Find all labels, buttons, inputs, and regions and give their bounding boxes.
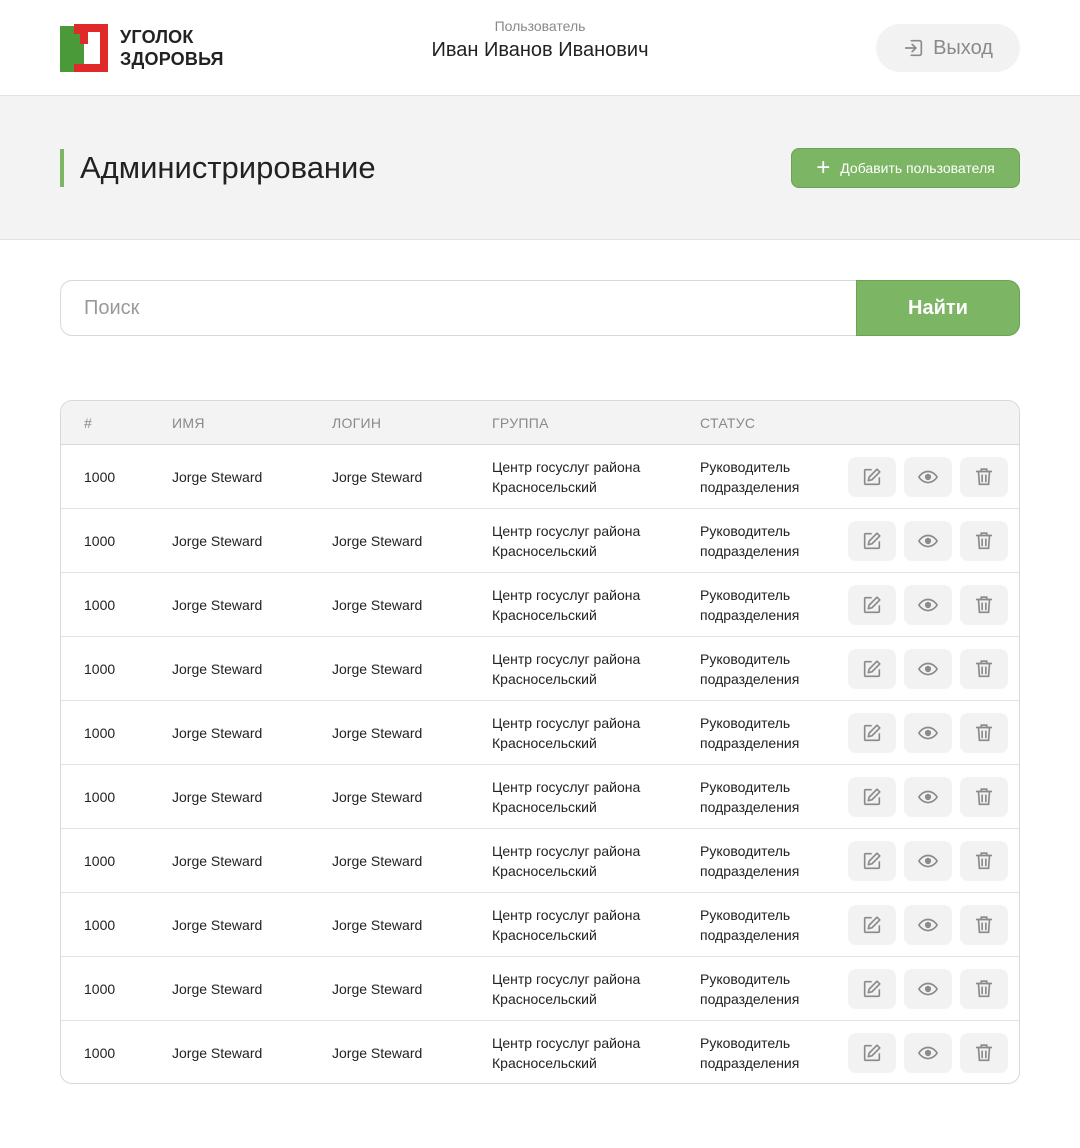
row-group bbox=[492, 829, 692, 892]
row-group-line-2: Красносельский bbox=[492, 990, 597, 1007]
table-header bbox=[61, 401, 1019, 445]
row-actions bbox=[848, 521, 1008, 561]
column-header-login: ЛОГИН bbox=[332, 415, 382, 431]
edit-button[interactable] bbox=[848, 713, 896, 753]
delete-button[interactable] bbox=[960, 905, 1008, 945]
row-group-line-2: Красносельский bbox=[492, 926, 597, 943]
row-status-line-1: Руководитель bbox=[700, 714, 791, 731]
row-login: Jorge Steward bbox=[332, 916, 423, 933]
brand-line-1: УГОЛОК bbox=[120, 27, 194, 47]
edit-icon bbox=[861, 1042, 883, 1064]
user-caption: Пользователь bbox=[494, 18, 586, 34]
row-status-line-1: Руководитель bbox=[700, 650, 791, 667]
row-status bbox=[700, 445, 840, 508]
row-name: Jorge Steward bbox=[172, 724, 263, 741]
row-login: Jorge Steward bbox=[332, 852, 423, 869]
row-name: Jorge Steward bbox=[172, 468, 263, 485]
row-number: 1000 bbox=[84, 1044, 116, 1061]
row-group bbox=[492, 765, 692, 828]
row-status-line-1: Руководитель bbox=[700, 522, 791, 539]
row-status-line-2: подразделения bbox=[700, 542, 800, 559]
row-actions bbox=[848, 841, 1008, 881]
row-actions bbox=[848, 777, 1008, 817]
edit-icon bbox=[861, 658, 883, 680]
row-status-line-2: подразделения bbox=[700, 478, 800, 495]
trash-icon bbox=[973, 1042, 995, 1064]
row-status-line-2: подразделения bbox=[700, 606, 800, 623]
row-number: 1000 bbox=[84, 468, 116, 485]
row-name: Jorge Steward bbox=[172, 532, 263, 549]
row-number: 1000 bbox=[84, 596, 116, 613]
row-name: Jorge Steward bbox=[172, 1044, 263, 1061]
eye-icon bbox=[917, 658, 939, 680]
row-actions bbox=[848, 457, 1008, 497]
row-number: 1000 bbox=[84, 532, 116, 549]
row-group-line-1: Центр госуслуг района bbox=[492, 842, 641, 859]
row-status-line-1: Руководитель bbox=[700, 586, 791, 603]
delete-button[interactable] bbox=[960, 457, 1008, 497]
row-group bbox=[492, 509, 692, 572]
table-row bbox=[61, 509, 1019, 573]
row-status-line-2: подразделения bbox=[700, 990, 800, 1007]
row-group bbox=[492, 637, 692, 700]
delete-button[interactable] bbox=[960, 969, 1008, 1009]
eye-icon bbox=[917, 594, 939, 616]
row-number: 1000 bbox=[84, 980, 116, 997]
title-accent-bar bbox=[60, 149, 64, 187]
row-status bbox=[700, 765, 840, 828]
row-name: Jorge Steward bbox=[172, 660, 263, 677]
row-group bbox=[492, 1021, 692, 1084]
edit-icon bbox=[861, 594, 883, 616]
row-status-line-2: подразделения bbox=[700, 734, 800, 751]
add-user-label: Добавить пользователя bbox=[840, 160, 995, 176]
eye-icon bbox=[917, 786, 939, 808]
column-header-status: СТАТУС bbox=[700, 415, 756, 431]
row-group-line-1: Центр госуслуг района bbox=[492, 650, 641, 667]
eye-icon bbox=[917, 466, 939, 488]
table-row bbox=[61, 829, 1019, 893]
view-button[interactable] bbox=[904, 649, 952, 689]
row-name: Jorge Steward bbox=[172, 852, 263, 869]
row-name: Jorge Steward bbox=[172, 916, 263, 933]
row-login: Jorge Steward bbox=[332, 724, 423, 741]
delete-button[interactable] bbox=[960, 713, 1008, 753]
row-status bbox=[700, 637, 840, 700]
edit-button[interactable] bbox=[848, 1033, 896, 1073]
brand-line-2: ЗДОРОВЬЯ bbox=[120, 49, 224, 69]
view-button[interactable] bbox=[904, 841, 952, 881]
view-button[interactable] bbox=[904, 585, 952, 625]
row-group-line-2: Красносельский bbox=[492, 798, 597, 815]
view-button[interactable] bbox=[904, 777, 952, 817]
row-actions bbox=[848, 713, 1008, 753]
eye-icon bbox=[917, 530, 939, 552]
row-group-line-2: Красносельский bbox=[492, 606, 597, 623]
table-row bbox=[61, 765, 1019, 829]
row-number: 1000 bbox=[84, 724, 116, 741]
delete-button[interactable] bbox=[960, 1033, 1008, 1073]
delete-button[interactable] bbox=[960, 521, 1008, 561]
row-status-line-1: Руководитель bbox=[700, 970, 791, 987]
users-table bbox=[60, 400, 1020, 1084]
row-login: Jorge Steward bbox=[332, 532, 423, 549]
row-status bbox=[700, 829, 840, 892]
row-login: Jorge Steward bbox=[332, 788, 423, 805]
edit-icon bbox=[861, 786, 883, 808]
row-actions bbox=[848, 649, 1008, 689]
row-status-line-2: подразделения bbox=[700, 926, 800, 943]
table-row bbox=[61, 445, 1019, 509]
eye-icon bbox=[917, 850, 939, 872]
view-button[interactable] bbox=[904, 1033, 952, 1073]
trash-icon bbox=[973, 658, 995, 680]
edit-icon bbox=[861, 978, 883, 1000]
row-status-line-2: подразделения bbox=[700, 670, 800, 687]
page-title: Администрирование bbox=[80, 150, 376, 185]
row-group-line-2: Красносельский bbox=[492, 670, 597, 687]
row-actions bbox=[848, 905, 1008, 945]
edit-button[interactable] bbox=[848, 585, 896, 625]
edit-button[interactable] bbox=[848, 521, 896, 561]
row-status bbox=[700, 957, 840, 1020]
row-status-line-1: Руководитель bbox=[700, 906, 791, 923]
row-actions bbox=[848, 1033, 1008, 1073]
row-status bbox=[700, 573, 840, 636]
row-status bbox=[700, 893, 840, 956]
column-header-name: ИМЯ bbox=[172, 415, 205, 431]
eye-icon bbox=[917, 722, 939, 744]
logout-icon bbox=[903, 37, 925, 59]
plus-icon: + bbox=[816, 154, 831, 181]
row-status bbox=[700, 1021, 840, 1084]
search-bar bbox=[60, 280, 1020, 336]
edit-icon bbox=[861, 722, 883, 744]
view-button[interactable] bbox=[904, 457, 952, 497]
delete-button[interactable] bbox=[960, 777, 1008, 817]
edit-button[interactable] bbox=[848, 905, 896, 945]
row-actions bbox=[848, 585, 1008, 625]
edit-button[interactable] bbox=[848, 649, 896, 689]
table-row bbox=[61, 893, 1019, 957]
table-row bbox=[61, 701, 1019, 765]
edit-button[interactable] bbox=[848, 841, 896, 881]
row-status-line-1: Руководитель bbox=[700, 458, 791, 475]
user-name: Иван Иванов Иванович bbox=[431, 39, 649, 61]
delete-button[interactable] bbox=[960, 585, 1008, 625]
search-input[interactable] bbox=[60, 280, 860, 336]
table-row bbox=[61, 637, 1019, 701]
edit-button[interactable] bbox=[848, 969, 896, 1009]
row-group bbox=[492, 957, 692, 1020]
row-status-line-2: подразделения bbox=[700, 798, 800, 815]
edit-icon bbox=[861, 530, 883, 552]
add-user-button[interactable] bbox=[791, 148, 1020, 188]
row-status-line-2: подразделения bbox=[700, 862, 800, 879]
row-login: Jorge Steward bbox=[332, 1044, 423, 1061]
row-number: 1000 bbox=[84, 916, 116, 933]
row-group-line-1: Центр госуслуг района bbox=[492, 906, 641, 923]
row-name: Jorge Steward bbox=[172, 596, 263, 613]
row-login: Jorge Steward bbox=[332, 660, 423, 677]
row-group-line-1: Центр госуслуг района bbox=[492, 458, 641, 475]
delete-button[interactable] bbox=[960, 841, 1008, 881]
row-group-line-2: Красносельский bbox=[492, 862, 597, 879]
row-status-line-1: Руководитель bbox=[700, 842, 791, 859]
edit-icon bbox=[861, 850, 883, 872]
view-button[interactable] bbox=[904, 969, 952, 1009]
row-name: Jorge Steward bbox=[172, 788, 263, 805]
column-header-number: # bbox=[84, 415, 93, 431]
row-status bbox=[700, 701, 840, 764]
table-row bbox=[61, 573, 1019, 637]
eye-icon bbox=[917, 914, 939, 936]
trash-icon bbox=[973, 978, 995, 1000]
row-name: Jorge Steward bbox=[172, 980, 263, 997]
row-group bbox=[492, 445, 692, 508]
brand-name bbox=[120, 26, 224, 70]
row-group bbox=[492, 701, 692, 764]
row-group bbox=[492, 893, 692, 956]
row-number: 1000 bbox=[84, 660, 116, 677]
view-button[interactable] bbox=[904, 713, 952, 753]
trash-icon bbox=[973, 530, 995, 552]
table-row bbox=[61, 957, 1019, 1021]
row-group bbox=[492, 573, 692, 636]
app-header bbox=[0, 0, 1080, 96]
delete-button[interactable] bbox=[960, 649, 1008, 689]
row-number: 1000 bbox=[84, 852, 116, 869]
trash-icon bbox=[973, 594, 995, 616]
column-header-group: ГРУППА bbox=[492, 415, 549, 431]
row-group-line-2: Красносельский bbox=[492, 1054, 597, 1071]
trash-icon bbox=[973, 850, 995, 872]
trash-icon bbox=[973, 914, 995, 936]
search-button[interactable]: Найти bbox=[856, 280, 1020, 336]
row-number: 1000 bbox=[84, 788, 116, 805]
edit-icon bbox=[861, 466, 883, 488]
row-login: Jorge Steward bbox=[332, 468, 423, 485]
table-body bbox=[61, 445, 1019, 1084]
current-user bbox=[340, 18, 740, 62]
row-group-line-1: Центр госуслуг района bbox=[492, 714, 641, 731]
row-actions bbox=[848, 969, 1008, 1009]
logo-icon[interactable] bbox=[60, 24, 108, 72]
row-group-line-1: Центр госуслуг района bbox=[492, 1034, 641, 1051]
edit-button[interactable] bbox=[848, 457, 896, 497]
row-group-line-2: Красносельский bbox=[492, 478, 597, 495]
trash-icon bbox=[973, 722, 995, 744]
row-login: Jorge Steward bbox=[332, 980, 423, 997]
eye-icon bbox=[917, 1042, 939, 1064]
row-status-line-1: Руководитель bbox=[700, 778, 791, 795]
view-button[interactable] bbox=[904, 521, 952, 561]
view-button[interactable] bbox=[904, 905, 952, 945]
table-row bbox=[61, 1021, 1019, 1084]
row-group-line-1: Центр госуслуг района bbox=[492, 970, 641, 987]
row-status-line-2: подразделения bbox=[700, 1054, 800, 1071]
trash-icon bbox=[973, 466, 995, 488]
row-group-line-1: Центр госуслуг района bbox=[492, 522, 641, 539]
row-group-line-2: Красносельский bbox=[492, 734, 597, 751]
page-header bbox=[0, 96, 1080, 240]
edit-button[interactable] bbox=[848, 777, 896, 817]
row-group-line-2: Красносельский bbox=[492, 542, 597, 559]
logout-button[interactable] bbox=[876, 24, 1020, 72]
row-status-line-1: Руководитель bbox=[700, 1034, 791, 1051]
trash-icon bbox=[973, 786, 995, 808]
eye-icon bbox=[917, 978, 939, 1000]
row-group-line-1: Центр госуслуг района bbox=[492, 586, 641, 603]
row-status bbox=[700, 509, 840, 572]
edit-icon bbox=[861, 914, 883, 936]
row-group-line-1: Центр госуслуг района bbox=[492, 778, 641, 795]
row-login: Jorge Steward bbox=[332, 596, 423, 613]
logout-label: Выход bbox=[933, 36, 993, 59]
